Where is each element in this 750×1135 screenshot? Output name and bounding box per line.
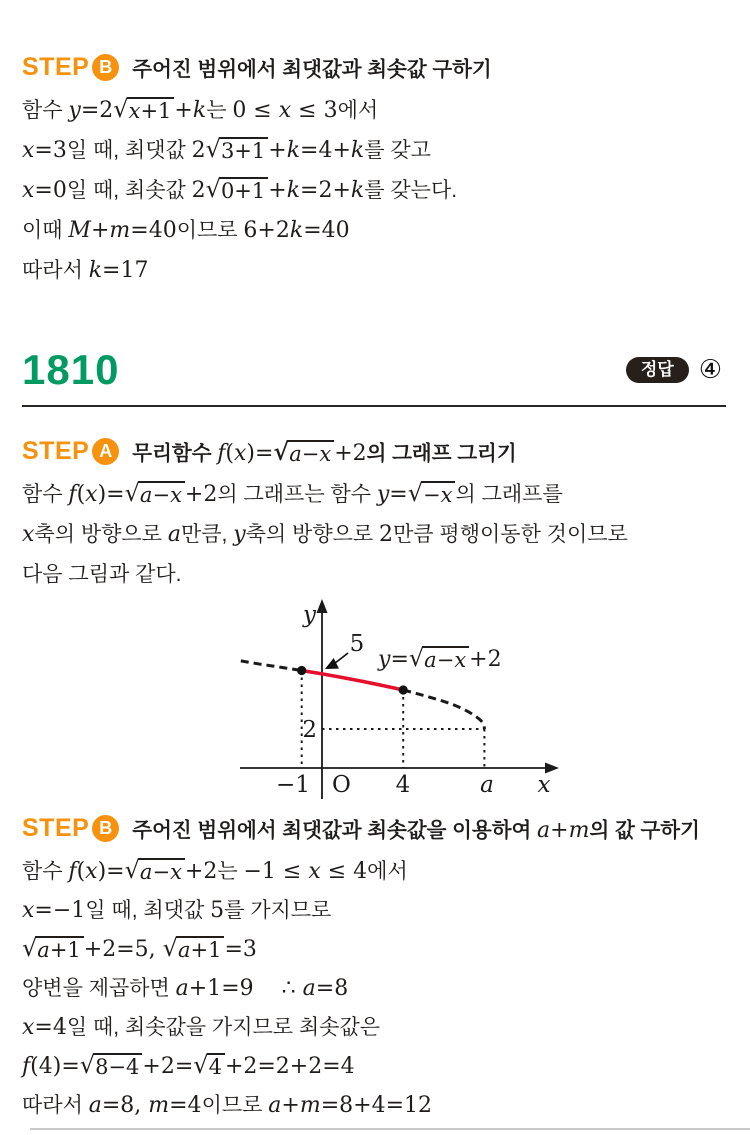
radical-sign: √ xyxy=(193,1051,209,1079)
step-word: STEP xyxy=(22,813,90,842)
solution-line: 따라서 k=17 xyxy=(22,258,149,283)
radicand: 4 xyxy=(207,1053,225,1080)
solution-line: 함수 f(x)= √ a−x +2는 −1 ≤ x ≤ 4에서 xyxy=(22,856,408,884)
answer-choice: ④ xyxy=(698,355,722,385)
radical-sign: √ xyxy=(408,644,425,672)
tick-label-2: 2 xyxy=(302,717,317,743)
divider-rule xyxy=(22,405,726,407)
radical-sign: √ xyxy=(407,479,424,507)
sqrt-expression xyxy=(206,137,269,164)
solution-line: x축의 방향으로 a만큼, y축의 방향으로 2만큼 평행이동한 것이므로 xyxy=(22,522,628,547)
radicand: a−x xyxy=(138,858,185,885)
y-axis-arrow xyxy=(317,599,328,613)
function-graph-figure xyxy=(200,596,600,803)
step-word: STEP xyxy=(22,52,90,81)
solution-line: 양변을 제곱하면 a+1=9 ∴ a=8 xyxy=(22,976,349,1001)
sqrt-expression xyxy=(193,1053,225,1080)
radicand: −x xyxy=(421,481,455,508)
solution-line: 따라서 a=8, m=4이므로 a+m=8+4=12 xyxy=(22,1093,432,1118)
sqrt-expression xyxy=(273,436,334,467)
solution-block-step-b xyxy=(22,811,726,1125)
sqrt-expression xyxy=(409,646,469,672)
sqrt-expression xyxy=(125,858,185,885)
sqrt-expression xyxy=(163,936,225,963)
sqrt-expression xyxy=(113,97,174,124)
point-max xyxy=(297,666,306,675)
curve-solid-red xyxy=(302,671,404,691)
page-bottom-rule xyxy=(30,1128,750,1130)
solution-line: x=−1일 때, 최댓값 5를 가지므로 xyxy=(22,898,332,923)
radical-sign: √ xyxy=(205,135,221,163)
step-title: 주어진 범위에서 최댓값과 최솟값 구하기 xyxy=(132,58,492,81)
radicand: a+1 xyxy=(35,936,84,963)
radical-sign: √ xyxy=(273,436,290,466)
radicand: 0+1 xyxy=(219,177,268,204)
step-header xyxy=(22,50,726,84)
solution-block-step-a xyxy=(22,434,726,803)
solution-line: x=0일 때, 최솟값 2 √ 0+1 +k=2+k를 갖는다. xyxy=(22,175,458,203)
solution-line: x=3일 때, 최댓값 2 √ 3+1 +k=4+k를 갖고 xyxy=(22,135,431,163)
solution-block-previous xyxy=(22,50,726,291)
point-min xyxy=(399,685,408,694)
curve-dashed-right xyxy=(403,690,484,729)
solution-line: 함수 f(x)= √ a−x +2의 그래프는 함수 y= √ −x 의 그래프를 xyxy=(22,479,563,507)
tick-label-neg1: −1 xyxy=(276,772,310,798)
step-header xyxy=(22,434,726,468)
problem-number: 1810 xyxy=(22,346,120,393)
solution-line: 다음 그림과 같다. xyxy=(22,563,182,586)
tick-label-4: 4 xyxy=(395,772,411,798)
radicand: a−x xyxy=(138,481,185,508)
radical-sign: √ xyxy=(113,95,129,123)
radical-sign: √ xyxy=(162,934,178,962)
radical-sign: √ xyxy=(124,479,140,507)
sqrt-expression xyxy=(80,1053,143,1080)
radicand: a−x xyxy=(422,646,469,672)
step-letter-badge: B xyxy=(92,54,119,81)
sqrt-expression xyxy=(408,481,456,508)
sqrt-expression xyxy=(125,481,185,508)
sqrt-expression xyxy=(206,177,269,204)
radical-sign: √ xyxy=(22,934,38,962)
answer-label-badge: 정답 xyxy=(626,357,689,383)
graph-canvas xyxy=(200,596,600,803)
value-label-5: 5 xyxy=(349,631,365,657)
radicand: a+1 xyxy=(176,936,225,963)
radical-sign: √ xyxy=(205,175,221,203)
tick-label-a: a xyxy=(480,772,494,798)
radicand: 3+1 xyxy=(219,137,268,164)
solution-line: 함수 y=2 √ x+1 +k는 0 ≤ x ≤ 3에서 xyxy=(22,95,379,123)
step-title: 무리함수 f(x)= √ a−x +2의 그래프 그리기 xyxy=(132,436,517,466)
curve-dashed-left xyxy=(241,661,302,671)
radical-sign: √ xyxy=(124,856,140,884)
radicand: a−x xyxy=(287,440,334,467)
step-header xyxy=(22,811,726,845)
step-letter-badge: A xyxy=(92,438,119,465)
radicand: x+1 xyxy=(127,97,175,124)
origin-label: O xyxy=(332,772,351,798)
label-5-pointer-arrow xyxy=(328,653,348,668)
answer-area xyxy=(626,355,726,385)
solution-line: f(4)= √ 8−4 +2= √ 4 +2=2+2=4 xyxy=(22,1051,355,1079)
solution-line: 이때 M+m=40이므로 6+2k=40 xyxy=(22,218,350,243)
x-axis-label: x xyxy=(537,772,551,798)
y-axis-label: y xyxy=(303,602,316,628)
sqrt-expression xyxy=(22,936,84,963)
step-title: 주어진 범위에서 최댓값과 최솟값을 이용하여 a+m의 값 구하기 xyxy=(132,818,700,843)
solution-line: √ a+1 +2=5, √ a+1 =3 xyxy=(22,934,257,962)
step-letter-badge: B xyxy=(92,815,119,842)
step-word: STEP xyxy=(22,436,90,465)
solution-line: x=4일 때, 최솟값을 가지므로 최솟값은 xyxy=(22,1015,381,1040)
curve-formula-label: y= √ a−x +2 xyxy=(378,644,502,672)
problem-header xyxy=(22,347,726,393)
radicand: 8−4 xyxy=(93,1053,142,1080)
radical-sign: √ xyxy=(79,1051,96,1079)
